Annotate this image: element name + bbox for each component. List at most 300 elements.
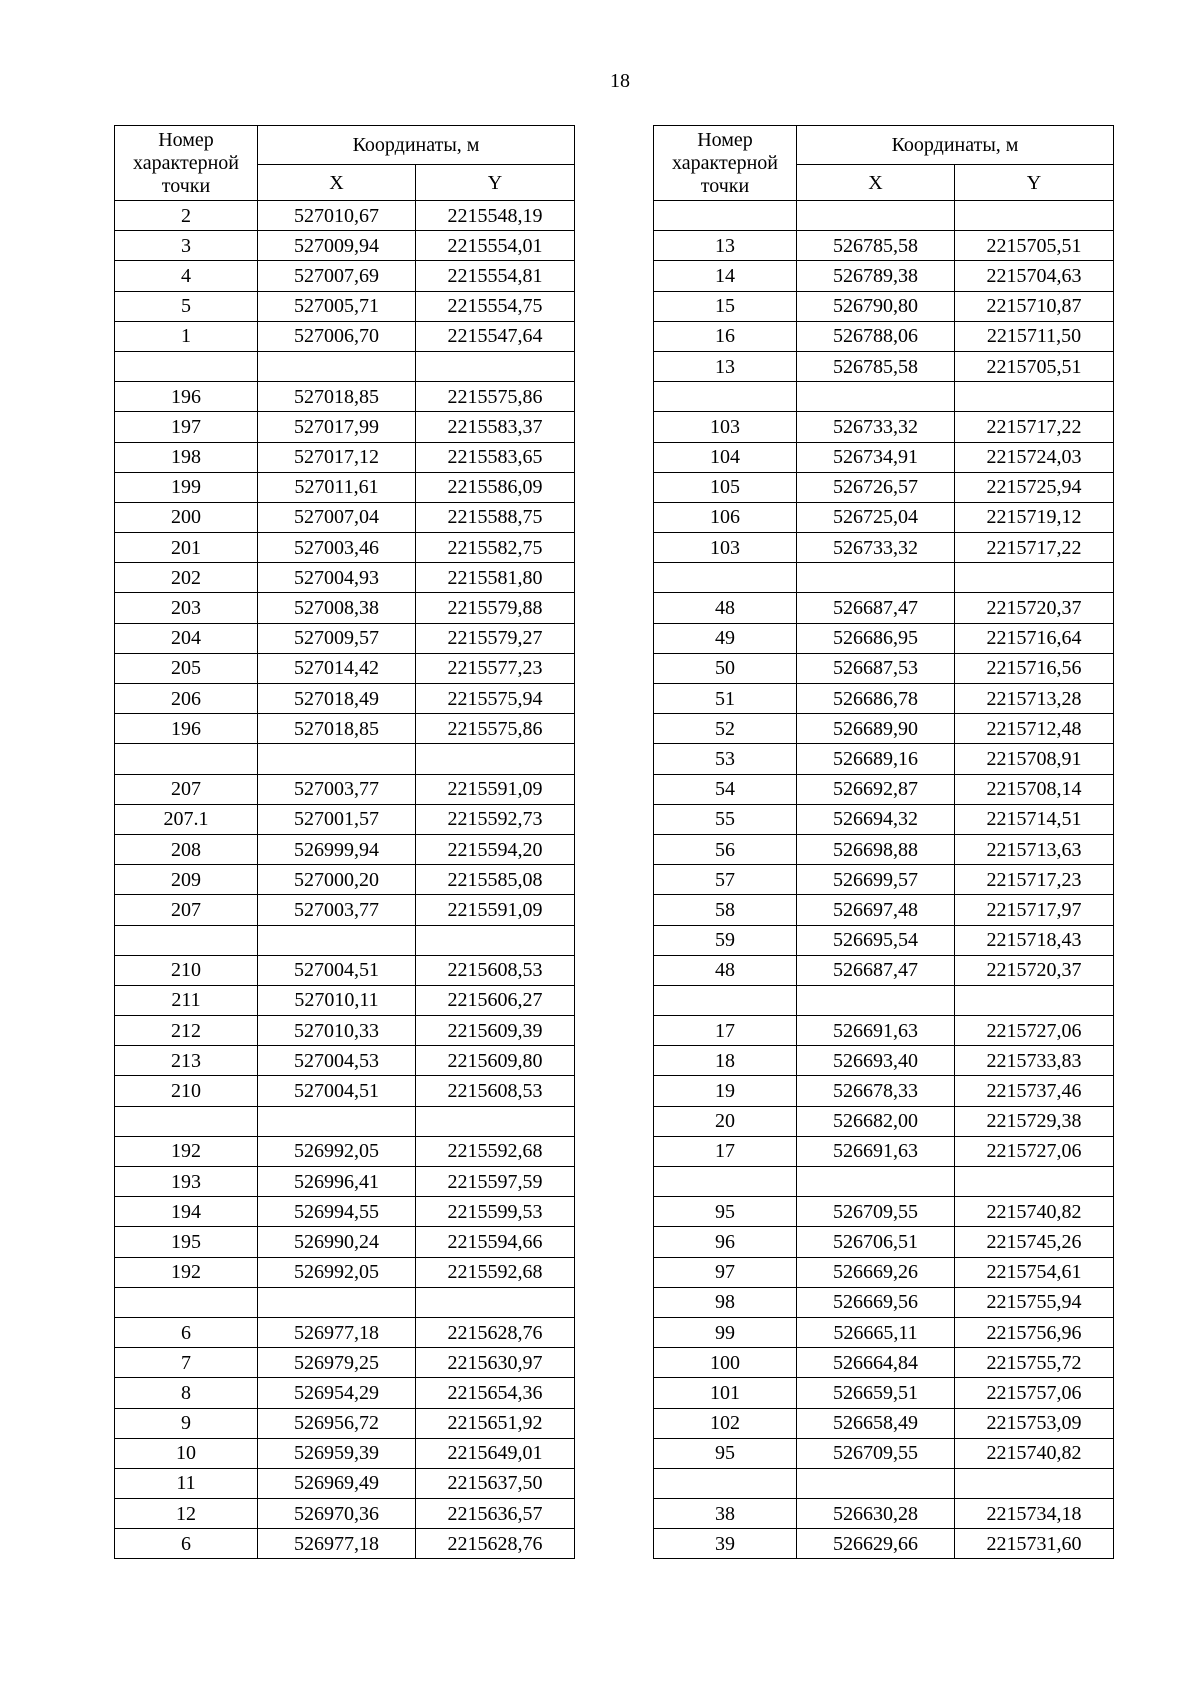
y-header: Y (955, 165, 1114, 201)
table-row (654, 502, 1114, 532)
y-coordinate-cell: 2215713,63 (955, 834, 1114, 864)
point-number-cell (115, 1106, 258, 1136)
y-coordinate-cell: 2215756,96 (955, 1317, 1114, 1347)
table-row (115, 985, 575, 1015)
table-row (115, 1378, 575, 1408)
y-coordinate-cell: 2215585,08 (416, 865, 575, 895)
y-coordinate-cell: 2215705,51 (955, 351, 1114, 381)
table-row (115, 1499, 575, 1529)
x-coordinate-cell: 527018,49 (258, 684, 416, 714)
y-coordinate-cell: 2215714,51 (955, 804, 1114, 834)
point-number-cell: 200 (115, 502, 258, 532)
y-coordinate-cell: 2215720,37 (955, 955, 1114, 985)
y-coordinate-cell: 2215711,50 (955, 321, 1114, 351)
x-coordinate-cell: 527004,51 (258, 1076, 416, 1106)
y-coordinate-cell: 2215582,75 (416, 533, 575, 563)
table-row (115, 472, 575, 502)
y-coordinate-cell: 2215718,43 (955, 925, 1114, 955)
x-coordinate-cell (258, 744, 416, 774)
y-coordinate-cell: 2215710,87 (955, 291, 1114, 321)
y-coordinate-cell: 2215597,59 (416, 1167, 575, 1197)
x-coordinate-cell: 527018,85 (258, 382, 416, 412)
y-coordinate-cell: 2215757,06 (955, 1378, 1114, 1408)
y-coordinate-cell: 2215649,01 (416, 1438, 575, 1468)
x-coordinate-cell: 526709,55 (797, 1197, 955, 1227)
point-number-cell: 106 (654, 502, 797, 532)
table-row (654, 714, 1114, 744)
x-coordinate-cell: 526664,84 (797, 1348, 955, 1378)
point-number-cell: 198 (115, 442, 258, 472)
table-row (654, 623, 1114, 653)
point-number-cell: 196 (115, 382, 258, 412)
table-row (654, 1136, 1114, 1166)
table-row (654, 744, 1114, 774)
point-number-cell: 15 (654, 291, 797, 321)
y-coordinate-cell: 2215636,57 (416, 1499, 575, 1529)
table-row (115, 1136, 575, 1166)
x-coordinate-cell: 526665,11 (797, 1317, 955, 1347)
y-coordinate-cell: 2215717,23 (955, 865, 1114, 895)
y-coordinate-cell: 2215591,09 (416, 774, 575, 804)
y-coordinate-cell: 2215628,76 (416, 1529, 575, 1559)
x-coordinate-cell: 526629,66 (797, 1529, 955, 1559)
table-row (654, 1468, 1114, 1498)
point-number-header: Номер характерной точки (115, 126, 258, 201)
table-row (115, 442, 575, 472)
point-number-cell: 209 (115, 865, 258, 895)
y-coordinate-cell (955, 985, 1114, 1015)
table-row (654, 261, 1114, 291)
y-coordinate-cell: 2215628,76 (416, 1317, 575, 1347)
y-coordinate-cell: 2215731,60 (955, 1529, 1114, 1559)
y-coordinate-cell: 2215708,14 (955, 774, 1114, 804)
point-number-cell: 12 (115, 1499, 258, 1529)
x-coordinate-cell: 526695,54 (797, 925, 955, 955)
x-header: X (258, 165, 416, 201)
y-coordinate-cell: 2215740,82 (955, 1438, 1114, 1468)
y-coordinate-cell (955, 1167, 1114, 1197)
x-coordinate-cell: 527001,57 (258, 804, 416, 834)
x-coordinate-cell: 526678,33 (797, 1076, 955, 1106)
y-coordinate-cell: 2215724,03 (955, 442, 1114, 472)
table-row (115, 593, 575, 623)
y-coordinate-cell: 2215755,72 (955, 1348, 1114, 1378)
point-number-cell: 206 (115, 684, 258, 714)
y-coordinate-cell: 2215547,64 (416, 321, 575, 351)
x-coordinate-cell: 527010,67 (258, 201, 416, 231)
table-row (654, 1499, 1114, 1529)
point-number-cell: 95 (654, 1438, 797, 1468)
x-coordinate-cell: 526733,32 (797, 533, 955, 563)
y-coordinate-cell: 2215594,66 (416, 1227, 575, 1257)
y-coordinate-cell: 2215588,75 (416, 502, 575, 532)
point-number-cell: 213 (115, 1046, 258, 1076)
point-number-cell: 204 (115, 623, 258, 653)
table-row (115, 804, 575, 834)
x-coordinate-cell: 526726,57 (797, 472, 955, 502)
point-number-cell: 13 (654, 231, 797, 261)
point-number-cell (654, 1468, 797, 1498)
y-coordinate-cell (416, 925, 575, 955)
point-number-cell: 53 (654, 744, 797, 774)
point-number-cell: 97 (654, 1257, 797, 1287)
x-coordinate-cell (797, 985, 955, 1015)
x-coordinate-cell: 526970,36 (258, 1499, 416, 1529)
table-row (654, 1438, 1114, 1468)
y-coordinate-cell (955, 382, 1114, 412)
table-row (115, 1046, 575, 1076)
coordinates-table-left-body (115, 201, 575, 1559)
point-number-cell: 193 (115, 1167, 258, 1197)
y-coordinate-cell: 2215717,22 (955, 533, 1114, 563)
table-row (654, 593, 1114, 623)
x-coordinate-cell: 526990,24 (258, 1227, 416, 1257)
y-coordinate-cell (416, 1106, 575, 1136)
x-coordinate-cell: 526734,91 (797, 442, 955, 472)
point-number-cell: 20 (654, 1106, 797, 1136)
x-coordinate-cell (797, 382, 955, 412)
x-coordinate-cell: 526992,05 (258, 1136, 416, 1166)
x-coordinate-cell (797, 563, 955, 593)
table-row (654, 1106, 1114, 1136)
y-coordinate-cell: 2215630,97 (416, 1348, 575, 1378)
x-coordinate-cell: 526977,18 (258, 1317, 416, 1347)
y-coordinate-cell: 2215713,28 (955, 684, 1114, 714)
point-number-cell: 51 (654, 684, 797, 714)
point-number-cell: 95 (654, 1197, 797, 1227)
x-coordinate-cell: 527004,53 (258, 1046, 416, 1076)
point-number-cell (115, 351, 258, 381)
x-coordinate-cell: 527003,77 (258, 895, 416, 925)
table-row (654, 804, 1114, 834)
table-row (115, 291, 575, 321)
y-coordinate-cell (416, 744, 575, 774)
y-coordinate-cell: 2215704,63 (955, 261, 1114, 291)
y-coordinate-cell: 2215727,06 (955, 1136, 1114, 1166)
table-row (654, 1529, 1114, 1559)
point-number-cell: 2 (115, 201, 258, 231)
coordinates-header: Координаты, м (797, 126, 1114, 165)
x-coordinate-cell: 527006,70 (258, 321, 416, 351)
y-coordinate-cell: 2215717,97 (955, 895, 1114, 925)
point-number-cell: 9 (115, 1408, 258, 1438)
y-coordinate-cell: 2215579,27 (416, 623, 575, 653)
point-number-cell (115, 1287, 258, 1317)
table-row (654, 472, 1114, 502)
x-coordinate-cell: 527000,20 (258, 865, 416, 895)
coordinates-table-right-body (654, 201, 1114, 1559)
table-row (115, 623, 575, 653)
y-coordinate-cell: 2215737,46 (955, 1076, 1114, 1106)
point-number-cell (654, 563, 797, 593)
table-row (654, 1287, 1114, 1317)
x-coordinate-cell: 527009,94 (258, 231, 416, 261)
y-coordinate-cell: 2215720,37 (955, 593, 1114, 623)
point-number-cell: 5 (115, 291, 258, 321)
y-coordinate-cell: 2215733,83 (955, 1046, 1114, 1076)
x-coordinate-cell: 527004,51 (258, 955, 416, 985)
x-coordinate-cell: 526687,47 (797, 955, 955, 985)
y-coordinate-cell: 2215608,53 (416, 955, 575, 985)
y-coordinate-cell: 2215554,75 (416, 291, 575, 321)
x-coordinate-cell: 526785,58 (797, 231, 955, 261)
point-number-cell: 50 (654, 653, 797, 683)
point-number-cell: 17 (654, 1016, 797, 1046)
table-row (654, 1317, 1114, 1347)
y-coordinate-cell: 2215637,50 (416, 1468, 575, 1498)
y-coordinate-cell: 2215554,81 (416, 261, 575, 291)
y-coordinate-cell (416, 351, 575, 381)
x-coordinate-cell: 526992,05 (258, 1257, 416, 1287)
table-row (115, 231, 575, 261)
x-coordinate-cell: 526693,40 (797, 1046, 955, 1076)
y-coordinate-cell: 2215717,22 (955, 412, 1114, 442)
x-coordinate-cell: 526979,25 (258, 1348, 416, 1378)
x-coordinate-cell: 526630,28 (797, 1499, 955, 1529)
table-row (115, 653, 575, 683)
point-number-cell: 19 (654, 1076, 797, 1106)
point-number-cell (654, 201, 797, 231)
table-row (654, 412, 1114, 442)
point-number-cell: 102 (654, 1408, 797, 1438)
point-number-cell: 4 (115, 261, 258, 291)
coordinates-header: Координаты, м (258, 126, 575, 165)
point-number-header: Номер характерной точки (654, 126, 797, 201)
x-coordinate-cell: 527017,12 (258, 442, 416, 472)
table-row (654, 382, 1114, 412)
x-coordinate-cell: 527014,42 (258, 653, 416, 683)
y-coordinate-cell: 2215712,48 (955, 714, 1114, 744)
point-number-cell (115, 744, 258, 774)
coordinates-table-left (114, 125, 575, 1559)
point-number-cell: 199 (115, 472, 258, 502)
point-number-cell: 104 (654, 442, 797, 472)
table-row (115, 1348, 575, 1378)
y-coordinate-cell: 2215575,94 (416, 684, 575, 714)
y-coordinate-cell: 2215594,20 (416, 834, 575, 864)
table-row (115, 261, 575, 291)
y-coordinate-cell: 2215725,94 (955, 472, 1114, 502)
y-coordinate-cell: 2215583,65 (416, 442, 575, 472)
y-coordinate-cell: 2215548,19 (416, 201, 575, 231)
point-number-cell: 194 (115, 1197, 258, 1227)
point-number-cell (654, 382, 797, 412)
point-number-cell: 6 (115, 1317, 258, 1347)
table-row (654, 351, 1114, 381)
y-coordinate-cell: 2215729,38 (955, 1106, 1114, 1136)
x-coordinate-cell: 526733,32 (797, 412, 955, 442)
table-row (654, 1046, 1114, 1076)
x-coordinate-cell: 527007,04 (258, 502, 416, 532)
point-number-cell: 105 (654, 472, 797, 502)
table-row (654, 834, 1114, 864)
point-number-cell: 103 (654, 533, 797, 563)
x-coordinate-cell: 526699,57 (797, 865, 955, 895)
table-row (115, 1076, 575, 1106)
table-row (654, 1408, 1114, 1438)
coordinates-table-right (653, 125, 1114, 1559)
y-coordinate-cell: 2215592,68 (416, 1257, 575, 1287)
point-number-cell: 13 (654, 351, 797, 381)
table-row (654, 1076, 1114, 1106)
x-coordinate-cell: 526954,29 (258, 1378, 416, 1408)
y-coordinate-cell: 2215745,26 (955, 1227, 1114, 1257)
table-row (115, 1317, 575, 1347)
x-coordinate-cell: 527018,85 (258, 714, 416, 744)
table-row (654, 1257, 1114, 1287)
y-coordinate-cell (955, 1468, 1114, 1498)
table-row (115, 1257, 575, 1287)
point-number-cell (654, 1167, 797, 1197)
point-number-cell (115, 925, 258, 955)
table-row (115, 1197, 575, 1227)
x-coordinate-cell: 527009,57 (258, 623, 416, 653)
x-coordinate-cell: 527005,71 (258, 291, 416, 321)
point-number-cell: 207 (115, 774, 258, 804)
y-coordinate-cell: 2215609,39 (416, 1016, 575, 1046)
point-number-cell: 195 (115, 1227, 258, 1257)
table-row (115, 744, 575, 774)
point-number-cell: 205 (115, 653, 258, 683)
table-row (115, 1529, 575, 1559)
y-header: Y (416, 165, 575, 201)
x-coordinate-cell: 526689,16 (797, 744, 955, 774)
x-coordinate-cell: 526686,78 (797, 684, 955, 714)
table-row (115, 1468, 575, 1498)
y-coordinate-cell: 2215654,36 (416, 1378, 575, 1408)
table-row (115, 834, 575, 864)
point-number-cell (654, 985, 797, 1015)
table-row (115, 1287, 575, 1317)
point-number-cell: 55 (654, 804, 797, 834)
point-number-cell: 8 (115, 1378, 258, 1408)
y-coordinate-cell: 2215577,23 (416, 653, 575, 683)
table-row (654, 895, 1114, 925)
x-coordinate-cell: 526725,04 (797, 502, 955, 532)
point-number-cell: 57 (654, 865, 797, 895)
table-row (115, 684, 575, 714)
table-row (654, 1227, 1114, 1257)
y-coordinate-cell: 2215575,86 (416, 382, 575, 412)
x-coordinate-cell (258, 1287, 416, 1317)
x-coordinate-cell: 526996,41 (258, 1167, 416, 1197)
x-coordinate-cell (797, 201, 955, 231)
x-coordinate-cell: 526669,56 (797, 1287, 955, 1317)
point-number-cell: 59 (654, 925, 797, 955)
y-coordinate-cell: 2215716,64 (955, 623, 1114, 653)
x-coordinate-cell: 527007,69 (258, 261, 416, 291)
point-number-cell: 6 (115, 1529, 258, 1559)
table-row (115, 865, 575, 895)
y-coordinate-cell: 2215716,56 (955, 653, 1114, 683)
point-number-cell: 207.1 (115, 804, 258, 834)
table-row (654, 925, 1114, 955)
y-coordinate-cell: 2215755,94 (955, 1287, 1114, 1317)
table-row (654, 955, 1114, 985)
table-row (654, 684, 1114, 714)
table-row (115, 533, 575, 563)
table-row (115, 351, 575, 381)
y-coordinate-cell: 2215734,18 (955, 1499, 1114, 1529)
x-coordinate-cell: 526706,51 (797, 1227, 955, 1257)
table-row (115, 412, 575, 442)
x-header: X (797, 165, 955, 201)
y-coordinate-cell: 2215586,09 (416, 472, 575, 502)
x-coordinate-cell: 526977,18 (258, 1529, 416, 1559)
point-number-cell: 14 (654, 261, 797, 291)
point-number-cell: 96 (654, 1227, 797, 1257)
point-number-cell: 16 (654, 321, 797, 351)
y-coordinate-cell: 2215608,53 (416, 1076, 575, 1106)
table-row (115, 1408, 575, 1438)
x-coordinate-cell: 526785,58 (797, 351, 955, 381)
point-number-cell: 18 (654, 1046, 797, 1076)
point-number-cell: 208 (115, 834, 258, 864)
x-coordinate-cell (258, 1106, 416, 1136)
y-coordinate-cell: 2215727,06 (955, 1016, 1114, 1046)
point-number-cell: 3 (115, 231, 258, 261)
x-coordinate-cell: 526969,49 (258, 1468, 416, 1498)
x-coordinate-cell: 527017,99 (258, 412, 416, 442)
point-number-cell: 56 (654, 834, 797, 864)
x-coordinate-cell: 527010,11 (258, 985, 416, 1015)
y-coordinate-cell: 2215592,73 (416, 804, 575, 834)
point-number-cell: 202 (115, 563, 258, 593)
point-number-cell: 101 (654, 1378, 797, 1408)
x-coordinate-cell: 527003,46 (258, 533, 416, 563)
y-coordinate-cell: 2215719,12 (955, 502, 1114, 532)
y-coordinate-cell: 2215753,09 (955, 1408, 1114, 1438)
point-number-cell: 11 (115, 1468, 258, 1498)
point-number-cell: 49 (654, 623, 797, 653)
table-row (654, 1167, 1114, 1197)
point-number-cell: 103 (654, 412, 797, 442)
x-coordinate-cell: 526788,06 (797, 321, 955, 351)
table-row (654, 774, 1114, 804)
x-coordinate-cell: 526692,87 (797, 774, 955, 804)
x-coordinate-cell: 526959,39 (258, 1438, 416, 1468)
table-row (654, 985, 1114, 1015)
table-row (654, 563, 1114, 593)
table-row (654, 1016, 1114, 1046)
y-coordinate-cell: 2215579,88 (416, 593, 575, 623)
x-coordinate-cell: 527008,38 (258, 593, 416, 623)
table-row (654, 442, 1114, 472)
point-number-cell: 211 (115, 985, 258, 1015)
x-coordinate-cell: 527003,77 (258, 774, 416, 804)
table-row (115, 714, 575, 744)
point-number-cell: 58 (654, 895, 797, 925)
x-coordinate-cell: 526956,72 (258, 1408, 416, 1438)
table-row (115, 201, 575, 231)
x-coordinate-cell: 526669,26 (797, 1257, 955, 1287)
x-coordinate-cell: 526691,63 (797, 1016, 955, 1046)
table-row (115, 1016, 575, 1046)
point-number-cell: 1 (115, 321, 258, 351)
point-number-cell: 52 (654, 714, 797, 744)
table-row (115, 1438, 575, 1468)
y-coordinate-cell: 2215609,80 (416, 1046, 575, 1076)
x-coordinate-cell: 526687,53 (797, 653, 955, 683)
point-number-cell: 207 (115, 895, 258, 925)
y-coordinate-cell: 2215591,09 (416, 895, 575, 925)
x-coordinate-cell: 526682,00 (797, 1106, 955, 1136)
x-coordinate-cell: 526687,47 (797, 593, 955, 623)
y-coordinate-cell: 2215581,80 (416, 563, 575, 593)
table-row (115, 925, 575, 955)
point-number-cell: 48 (654, 593, 797, 623)
x-coordinate-cell: 526697,48 (797, 895, 955, 925)
